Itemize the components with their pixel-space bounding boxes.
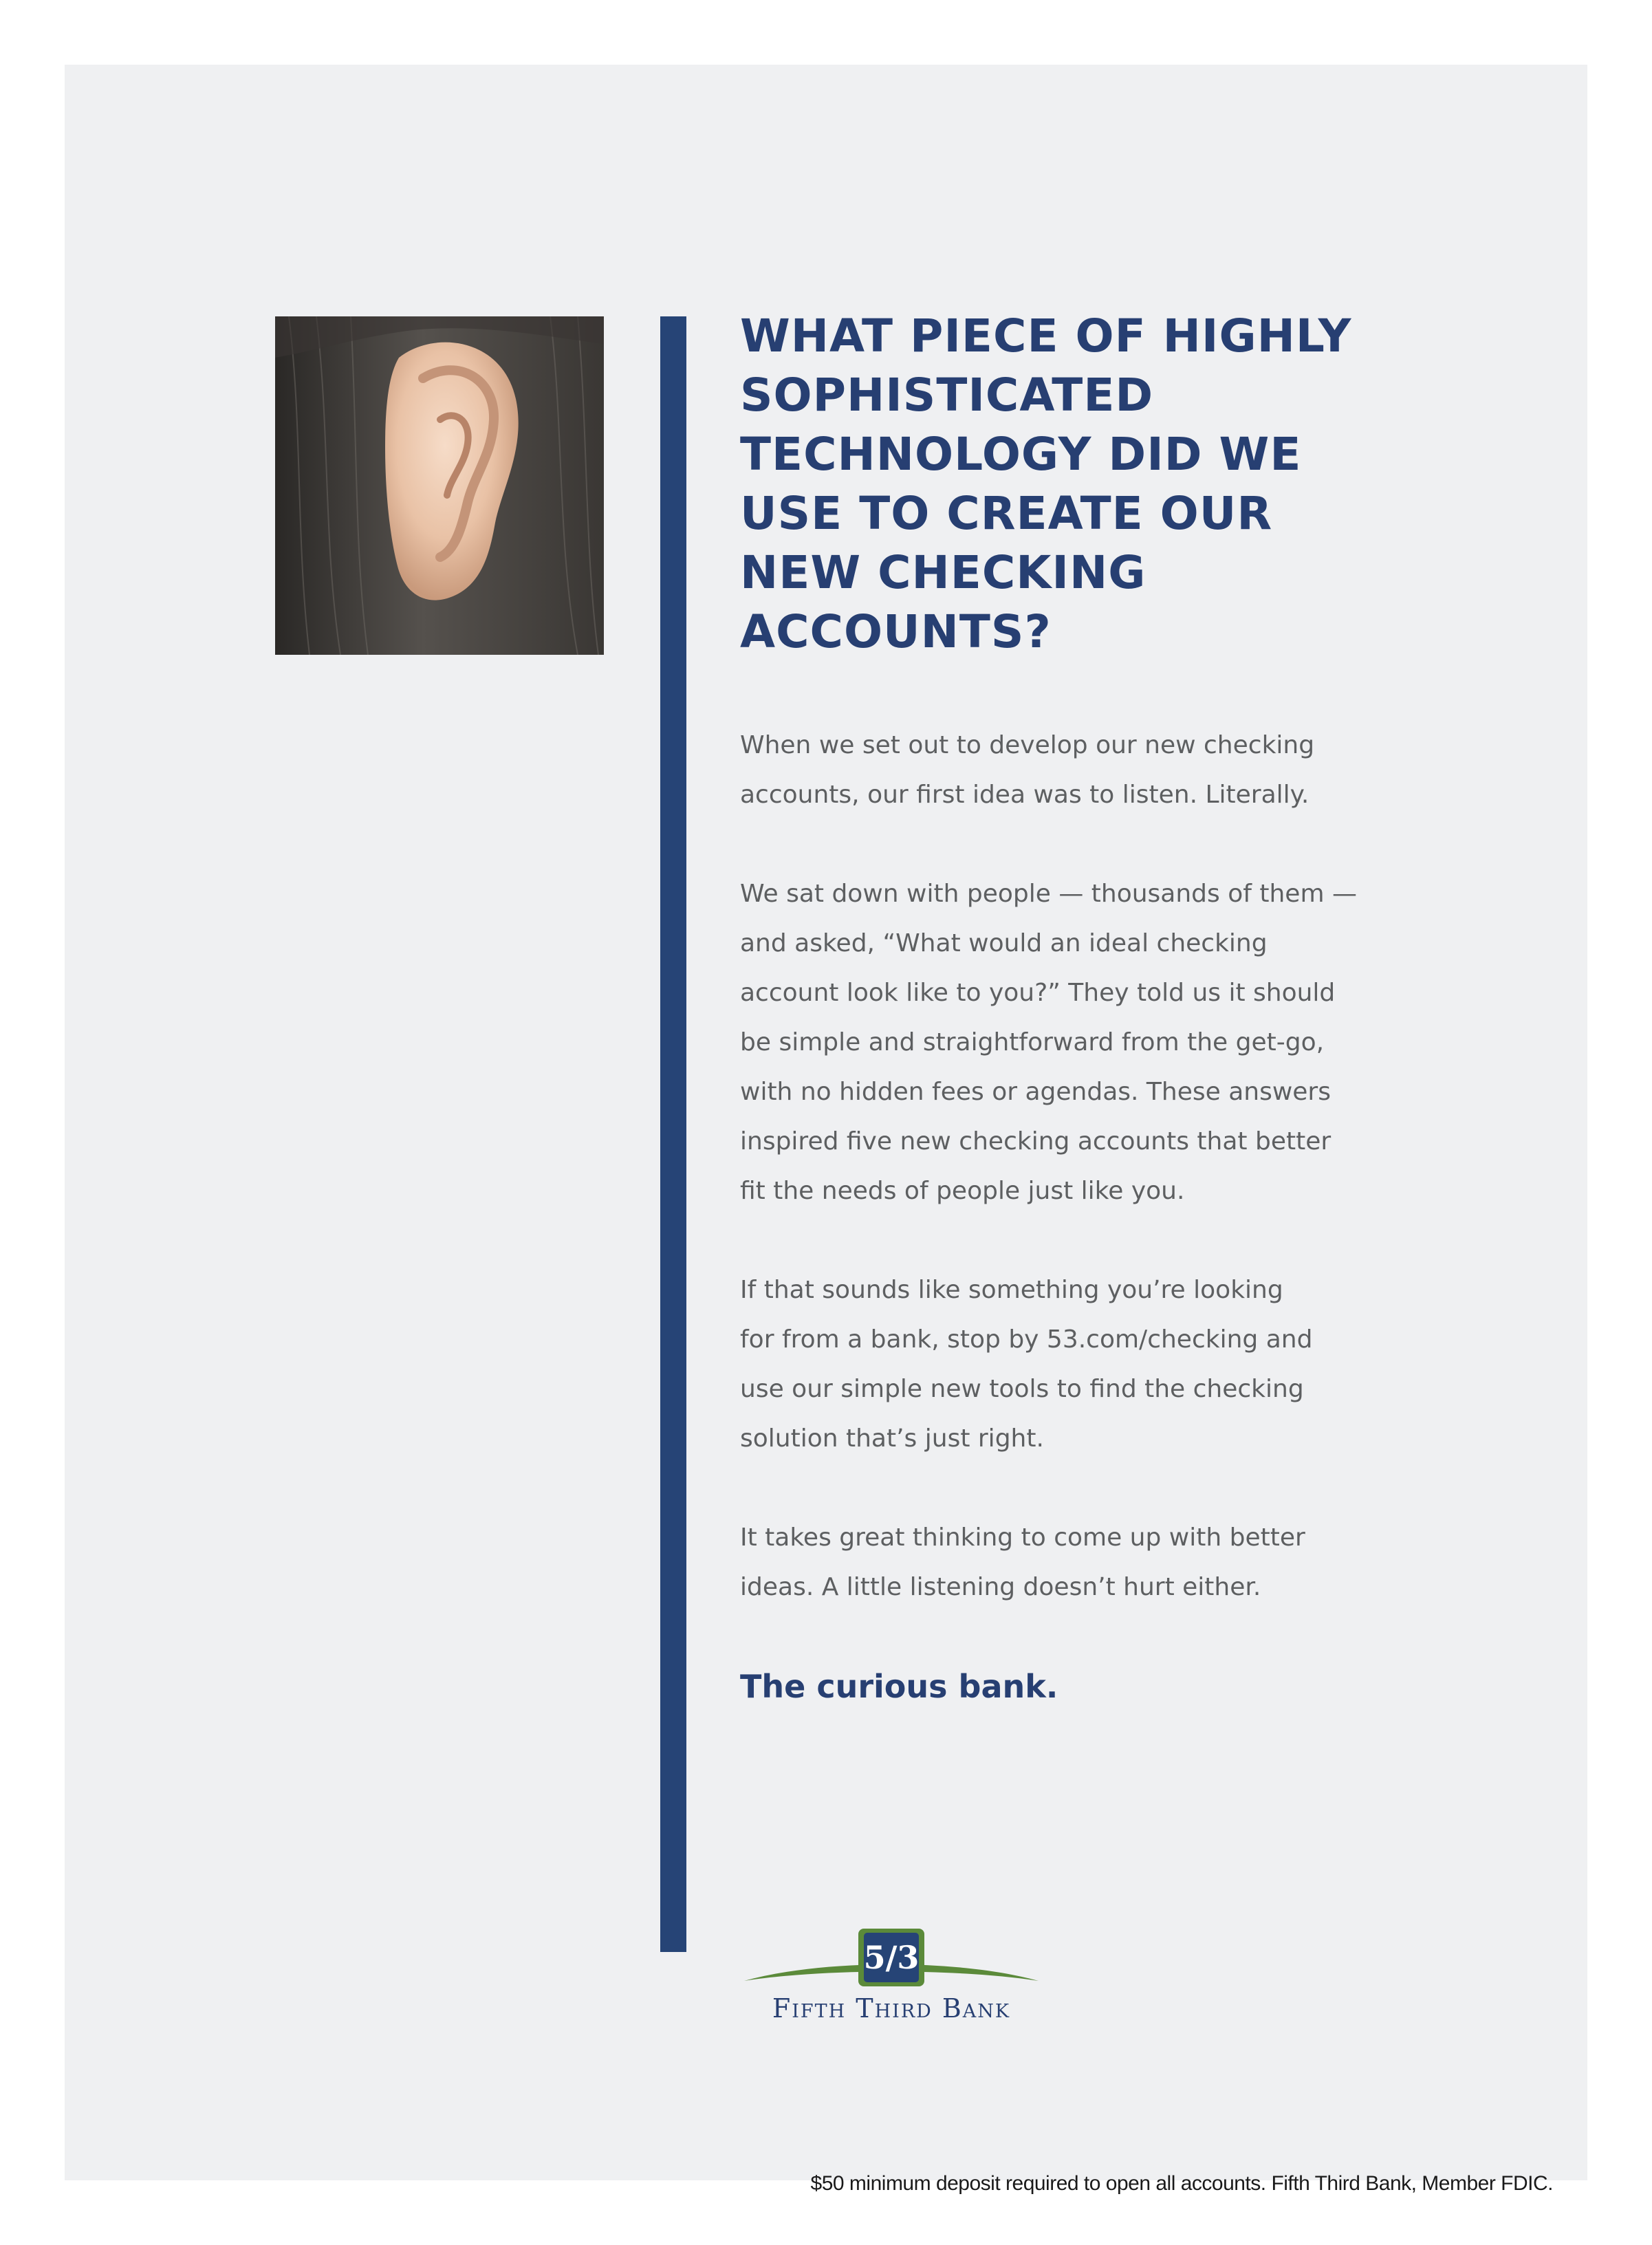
body-copy xyxy=(740,721,1483,1612)
headline-line: ACCOUNTS? xyxy=(740,605,1052,658)
body-line: ideas. A little listening doesn’t hurt either. xyxy=(740,1573,1261,1601)
body-line: with no hidden fees or agendas. These answers xyxy=(740,1078,1331,1106)
body-line: inspired five new checking accounts that better xyxy=(740,1127,1332,1156)
body-line: It takes great thinking to come up with better xyxy=(740,1523,1305,1552)
tagline: The curious bank. xyxy=(740,1668,1058,1705)
body-line: and asked, “What would an ideal checking xyxy=(740,929,1268,957)
body-paragraph xyxy=(740,869,1483,1216)
body-line: account look like to you?” They told us it should xyxy=(740,979,1336,1007)
body-paragraph xyxy=(740,1266,1483,1464)
headline xyxy=(740,307,1483,662)
fifth-third-bank-logo xyxy=(740,1926,1043,2022)
body-line: solution that’s just right. xyxy=(740,1424,1044,1453)
body-line: fit the needs of people just like you. xyxy=(740,1177,1185,1205)
headline-line: SOPHISTICATED xyxy=(740,369,1154,422)
body-line: accounts, our first idea was to listen. Literally. xyxy=(740,781,1309,809)
logo-mark-text: 5/3 xyxy=(863,1939,920,1976)
body-line: be simple and straightforward from the get-go, xyxy=(740,1028,1325,1056)
fine-print-disclaimer: $50 minimum deposit required to open all accounts. Fifth Third Bank, Member FDIC. xyxy=(810,2172,1553,2195)
headline-line: USE TO CREATE OUR xyxy=(740,487,1273,540)
vertical-accent-rule xyxy=(660,316,686,1952)
body-line: use our simple new tools to find the checking xyxy=(740,1375,1304,1403)
headline-line: WHAT PIECE OF HIGHLY xyxy=(740,310,1352,362)
logo-wordmark: Fifth Third Bank xyxy=(772,1993,1011,2024)
body-line: for from a bank, stop by 53.com/checking and xyxy=(740,1325,1313,1354)
ad-copy xyxy=(740,307,1483,1706)
ad-page xyxy=(65,65,1587,2195)
body-line: When we set out to develop our new checking xyxy=(740,731,1315,759)
body-paragraph xyxy=(740,1513,1483,1612)
body-line: We sat down with people — thousands of them — xyxy=(740,880,1357,908)
body-paragraph xyxy=(740,721,1483,820)
ear-photo xyxy=(275,316,604,655)
headline-line: NEW CHECKING xyxy=(740,546,1146,599)
logo-mark-icon xyxy=(864,1939,920,1976)
headline-line: TECHNOLOGY DID WE xyxy=(740,428,1302,481)
body-line: If that sounds like something you’re looking xyxy=(740,1276,1283,1304)
